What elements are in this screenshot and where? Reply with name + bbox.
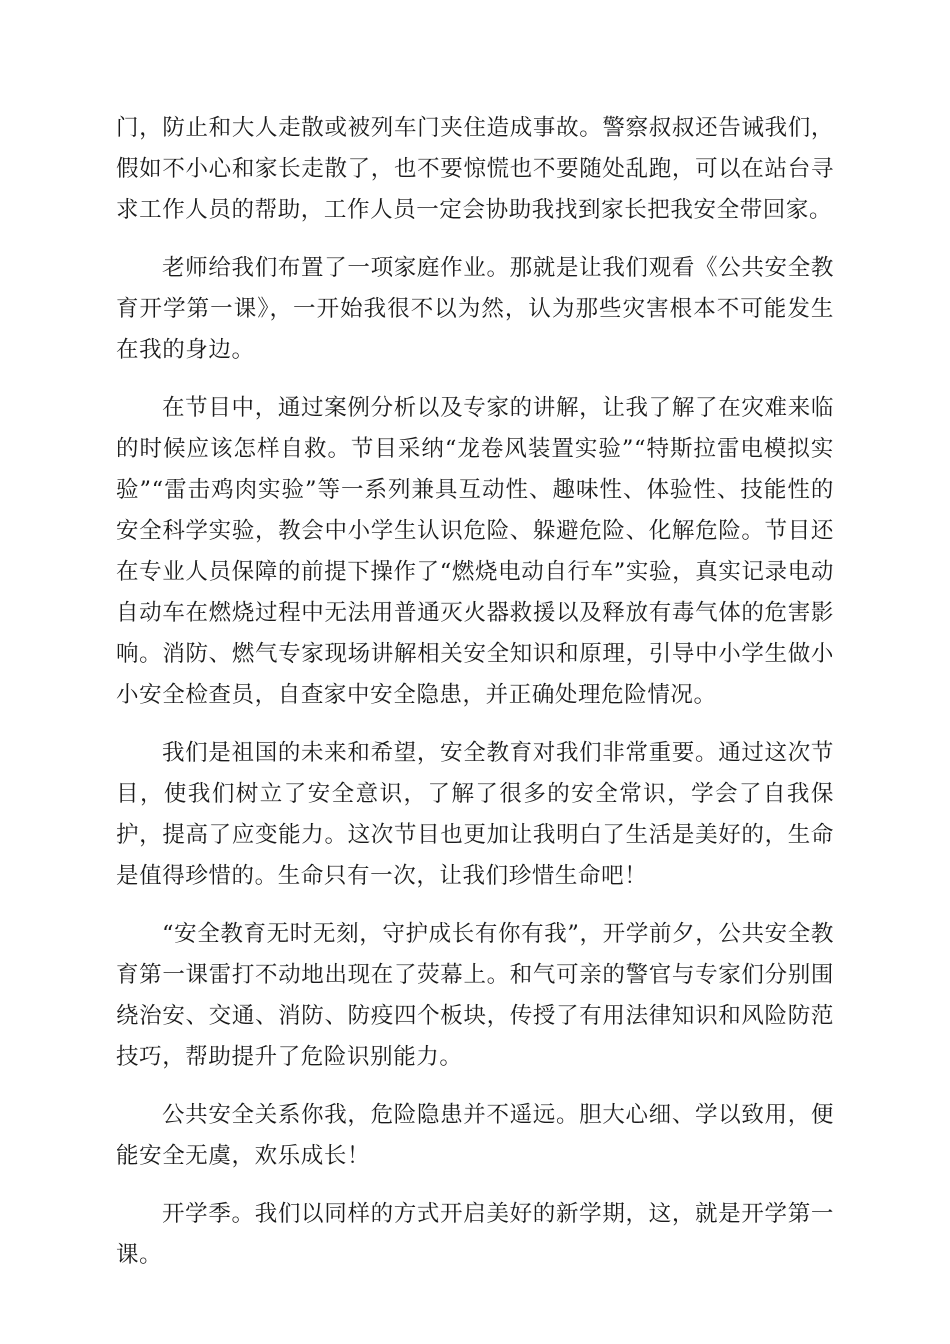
paragraph-line: 专业人员保障的前提下操作了“燃烧电动自行车”实验，真实记录电动自	[116, 559, 835, 626]
paragraph-line: 提高了应变能力。这次节目也更加让我明白了生活是美好的，生命是值得	[116, 822, 834, 889]
paragraph-line: 目，使我们树立了安全意识，了解了很多的安全常识，学会了自我保护，	[116, 781, 834, 848]
paragraph-line: 消防、燃气专家现场讲解相关安全知识和原理，引导中小学生做小小安全	[116, 641, 834, 708]
paragraph-1	[116, 108, 834, 231]
paragraph-line: 动车在燃烧过程中无法用普通灭火器救援以及释放有毒气体的危害影响。	[116, 600, 834, 667]
paragraph-line: 老师给我们布置了一项家庭作业。那就是让我们观看《公共安全教育	[116, 255, 834, 322]
paragraph-line: 治安、交通、消防、防疫四个板块，传授了有用法律知识和风险防范技	[116, 1003, 834, 1070]
paragraph-line: 安全无虞，欢乐成长！	[139, 1143, 371, 1169]
paragraph-line: 验”“雷击鸡肉实验”等一系列兼具互动性、趣味性、体验性、技能性的	[116, 477, 834, 503]
paragraph-5	[116, 914, 834, 1078]
paragraph-4	[116, 733, 834, 897]
paragraph-line: 在节目中，通过案例分析以及专家的讲解，让我了解了在灾难来临的	[116, 395, 834, 462]
paragraph-7	[116, 1194, 834, 1276]
paragraph-2	[116, 248, 834, 371]
paragraph-line: 的身边。	[162, 337, 255, 363]
paragraph-line: “安全教育无时无刻，守护成长有你有我”，开学前夕，公共安全教	[162, 921, 834, 947]
paragraph-line: 检查员，自查家中安全隐患，并正确处理危险情况。	[185, 682, 717, 708]
document-body	[116, 108, 834, 1293]
paragraph-6	[116, 1095, 834, 1177]
paragraph-line: 作人员的帮助，工作人员一定会协助我找到家长把我安全带回家。	[162, 197, 833, 223]
paragraph-line: 开学季。我们以同样的方式开启美好的新学期，这，就是开学第一	[162, 1201, 834, 1227]
paragraph-line: 时候应该怎样自救。节目采纳“龙卷风装置实验”“特斯拉雷电模拟实	[139, 436, 834, 462]
paragraph-line: 开学第一课》，一开始我很不以为然，认为那些灾害根本不可能发生在我	[116, 296, 834, 363]
paragraph-line: 巧，帮助提升了危险识别能力。	[139, 1044, 463, 1070]
paragraph-line: 珍惜的。生命只有一次，让我们珍惜生命吧！	[185, 863, 648, 889]
paragraph-line: 如不小心和家长走散了，也不要惊慌也不要随处乱跑，可以在站台寻求工	[116, 156, 834, 223]
paragraph-line: 课。	[116, 1242, 163, 1268]
paragraph-line: 门，防止和大人走散或被列车门夹住造成事故。警察叔叔还告诫我们，假	[116, 115, 834, 182]
paragraph-line: 育第一课雷打不动地出现在了荧幕上。和气可亲的警官与专家们分别围绕	[116, 962, 834, 1029]
paragraph-line: 公共安全关系你我，危险隐患并不遥远。胆大心细、学以致用，便能	[116, 1102, 834, 1169]
paragraph-3	[116, 388, 834, 716]
paragraph-line: 我们是祖国的未来和希望，安全教育对我们非常重要。通过这次节	[162, 740, 834, 766]
paragraph-line: 安全科学实验，教会中小学生认识危险、躲避危险、化解危险。节目还在	[116, 518, 834, 585]
